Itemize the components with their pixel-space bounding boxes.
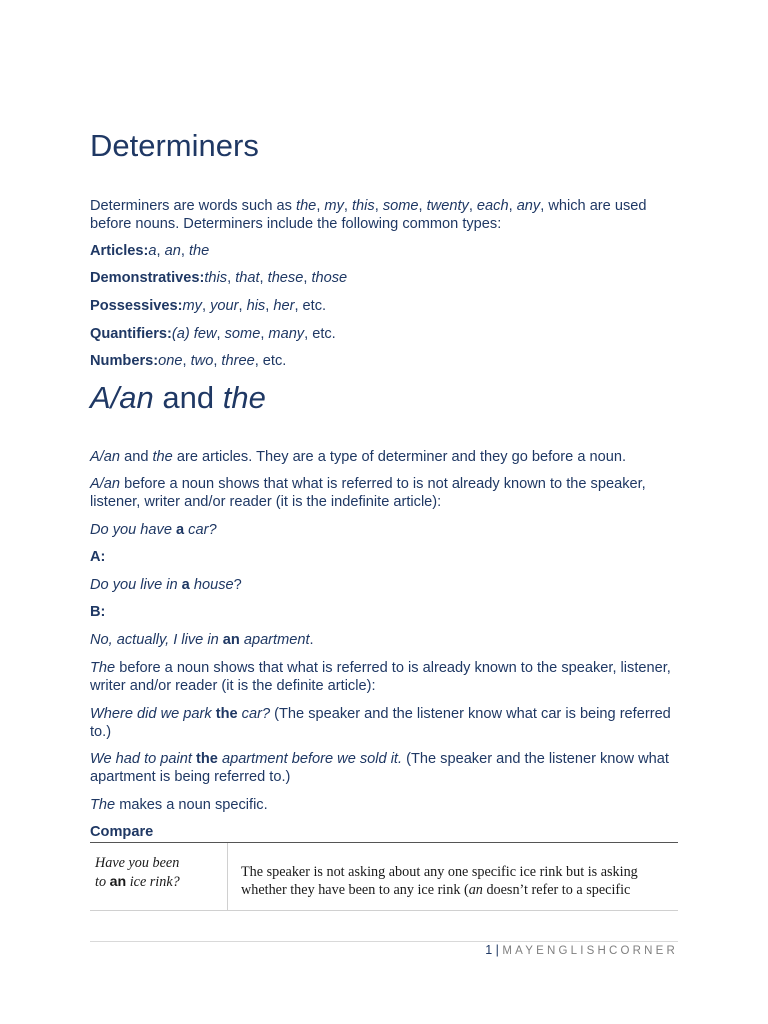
- example-sentence: [90, 521, 678, 539]
- example-word: twenty: [426, 198, 469, 214]
- example-word: some: [382, 198, 419, 214]
- example-word: some: [224, 326, 261, 342]
- type-label: Possessives:: [90, 298, 183, 314]
- explanation-text: The speaker is not asking about any one specific ice rink but is asking whether they have been to any ice rink (: [241, 864, 638, 898]
- page-footer: [485, 943, 678, 957]
- table-cell-explanation: [241, 863, 671, 899]
- separator: ,: [265, 298, 274, 314]
- punctuation: ?: [233, 577, 242, 593]
- example-text: car?: [237, 706, 271, 722]
- article-word: a: [181, 577, 190, 593]
- type-label: Articles:: [90, 243, 149, 259]
- footer-divider: [90, 941, 678, 942]
- example-word: The: [90, 660, 116, 676]
- page-number: 1: [485, 943, 493, 957]
- example-word: (a) few: [171, 326, 217, 342]
- punctuation: .: [309, 632, 314, 648]
- example-word: this: [204, 270, 228, 286]
- separator: ,: [508, 198, 517, 214]
- example-text: ice rink?: [126, 874, 180, 890]
- example-text: We had to paint: [90, 751, 197, 767]
- page-title: Determiners: [90, 128, 259, 163]
- example-word: an: [164, 243, 181, 259]
- etc-text: , etc.: [294, 298, 327, 314]
- example-word: your: [210, 298, 239, 314]
- separator: ,: [238, 298, 247, 314]
- example-word: A/an: [90, 476, 121, 492]
- separator: ,: [259, 270, 268, 286]
- article-word: the: [215, 706, 238, 722]
- footer-brand: MAYENGLISHCORNER: [502, 945, 678, 957]
- article-word: an: [468, 882, 483, 898]
- body-text: are articles. They are a type of determiner and they go before a noun.: [172, 449, 627, 465]
- example-word: The: [90, 797, 116, 813]
- example-word: the: [152, 449, 173, 465]
- body-text: and: [120, 449, 153, 465]
- example-word: two: [190, 353, 214, 369]
- article-word: an: [109, 874, 127, 890]
- example-text: Where did we park: [90, 706, 216, 722]
- heading-word: A/an: [90, 380, 154, 415]
- body-text: before a noun shows that what is referred to is not already known to the speaker, listener, writer and/or reader (it is the indefinite article):: [90, 476, 646, 510]
- example-word: each: [476, 198, 509, 214]
- example-word: one: [158, 353, 183, 369]
- example-word: my: [324, 198, 344, 214]
- articles-paragraph: [90, 448, 678, 466]
- example-sentence: [90, 705, 678, 741]
- heading-word: and: [153, 380, 223, 415]
- definite-paragraph: [90, 659, 678, 695]
- example-word: three: [221, 353, 255, 369]
- intro-text-end: , which are used before nouns. Determiners include the following common types:: [90, 198, 647, 232]
- intro-text: Determiners are words such as: [90, 198, 297, 214]
- example-word: his: [246, 298, 266, 314]
- example-sentence: [90, 750, 678, 786]
- intro-paragraph: [90, 197, 678, 233]
- example-word: those: [311, 270, 348, 286]
- separator: ,: [182, 353, 191, 369]
- body-text: (The speaker and the listener know what car is being referred to.): [90, 706, 671, 740]
- table-divider: [227, 843, 228, 910]
- example-word: her: [273, 298, 295, 314]
- example-word: any: [516, 198, 541, 214]
- separator: ,: [316, 198, 325, 214]
- example-word: these: [267, 270, 304, 286]
- separator: ,: [216, 326, 225, 342]
- example-text: Do you have: [90, 522, 176, 538]
- etc-text: , etc.: [304, 326, 336, 342]
- separator: ,: [374, 198, 383, 214]
- example-text: No, actually, I live in: [90, 632, 223, 648]
- etc-text: , etc.: [254, 353, 287, 369]
- example-text: Do you live in: [90, 577, 182, 593]
- example-word: the: [296, 198, 317, 214]
- explanation-text: doesn’t refer to a specific: [482, 882, 631, 898]
- type-label: Demonstratives:: [90, 270, 205, 286]
- type-numbers: [90, 352, 678, 370]
- compare-heading: Compare: [90, 824, 154, 840]
- compare-table: [90, 842, 678, 911]
- example-word: a: [148, 243, 157, 259]
- speaker-a-label: A:: [90, 549, 106, 565]
- separator: ,: [468, 198, 477, 214]
- separator: ,: [156, 243, 165, 259]
- example-word: the: [188, 243, 210, 259]
- type-label: Quantifiers:: [90, 326, 172, 342]
- example-text: Have you been: [95, 855, 180, 871]
- example-text: house: [189, 577, 234, 593]
- example-word: that: [235, 270, 260, 286]
- example-word: this: [352, 198, 375, 214]
- separator: ,: [227, 270, 236, 286]
- type-possessives: [90, 297, 678, 315]
- article-word: a: [176, 522, 185, 538]
- type-articles: [90, 242, 678, 260]
- article-word: an: [222, 632, 240, 648]
- separator: ,: [303, 270, 312, 286]
- example-sentence: [90, 631, 678, 649]
- example-sentence: [90, 576, 678, 594]
- specific-paragraph: [90, 796, 678, 814]
- type-label: Numbers:: [90, 353, 159, 369]
- body-text: (The speaker and the listener know what apartment is being referred to.): [90, 751, 669, 785]
- separator: ,: [180, 243, 189, 259]
- separator: ,: [418, 198, 427, 214]
- example-word: many: [268, 326, 305, 342]
- speaker-b-label: B:: [90, 604, 106, 620]
- section-heading: [90, 380, 266, 416]
- body-text: makes a noun specific.: [115, 797, 268, 813]
- type-quantifiers: [90, 325, 678, 343]
- article-word: the: [196, 751, 218, 767]
- example-text: apartment: [239, 632, 310, 648]
- example-word: A/an: [90, 449, 121, 465]
- example-text: apartment before we sold it.: [217, 751, 403, 767]
- type-demonstratives: [90, 269, 678, 287]
- example-text: to: [95, 874, 110, 890]
- indefinite-paragraph: [90, 475, 678, 511]
- footer-separator: |: [492, 943, 503, 957]
- separator: ,: [201, 298, 211, 314]
- body-text: before a noun shows that what is referred to is already known to the speaker, listener, writer and/or reader (it is the definite article):: [90, 660, 671, 694]
- example-word: my: [182, 298, 202, 314]
- heading-word: the: [222, 380, 266, 415]
- separator: ,: [343, 198, 352, 214]
- example-text: car?: [184, 522, 217, 538]
- separator: ,: [213, 353, 222, 369]
- separator: ,: [260, 326, 269, 342]
- table-cell-example: [95, 854, 220, 892]
